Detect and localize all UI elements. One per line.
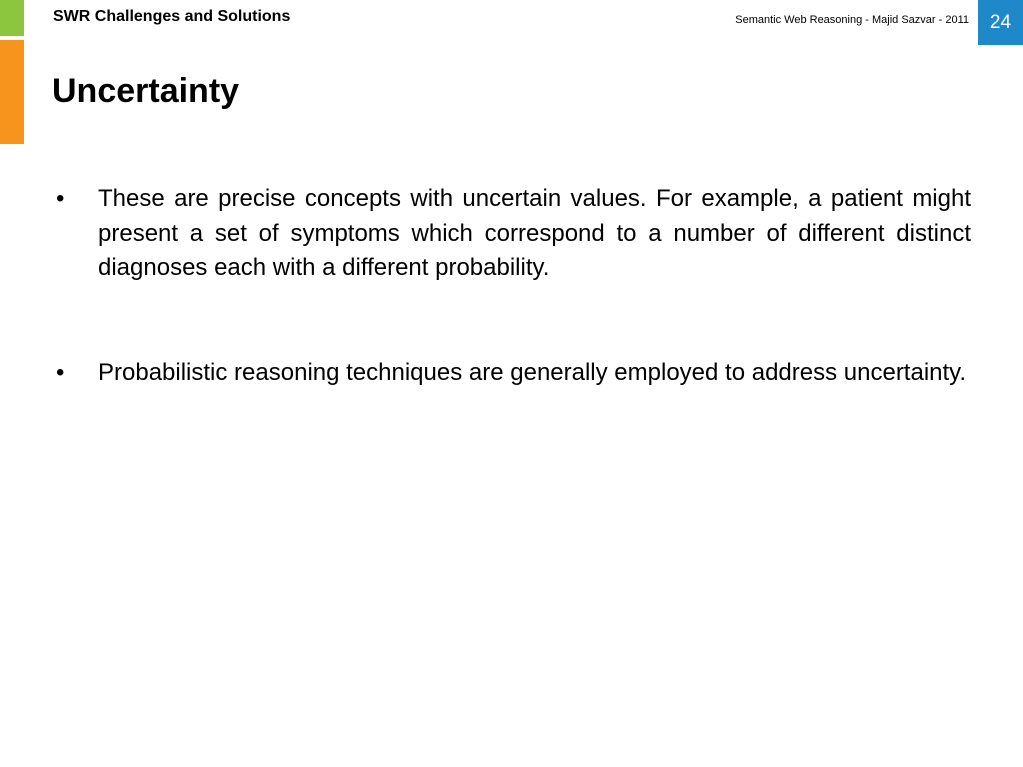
section-title: SWR Challenges and Solutions — [53, 8, 291, 25]
bullet-text: Probabilistic reasoning techniques are generally employed to address uncertainty. — [98, 359, 967, 387]
bullet-list — [52, 182, 971, 391]
page-number-badge: 24 — [978, 0, 1023, 45]
slide-title: Uncertainty — [52, 72, 240, 110]
bullet-icon: • — [56, 185, 65, 212]
accent-bar-green — [0, 0, 24, 36]
presentation-footer: Semantic Web Reasoning - Majid Sazvar - 2011 — [735, 14, 969, 26]
accent-bar-orange — [0, 40, 24, 144]
bullet-icon: • — [56, 359, 65, 387]
bullet-item — [52, 356, 971, 391]
bullet-text: These are precise concepts with uncertain values. For example, a patient might present a set of symptoms which correspond to a number of different distinct diagnoses each with a different probability. — [98, 185, 971, 282]
bullet-item — [52, 182, 971, 286]
